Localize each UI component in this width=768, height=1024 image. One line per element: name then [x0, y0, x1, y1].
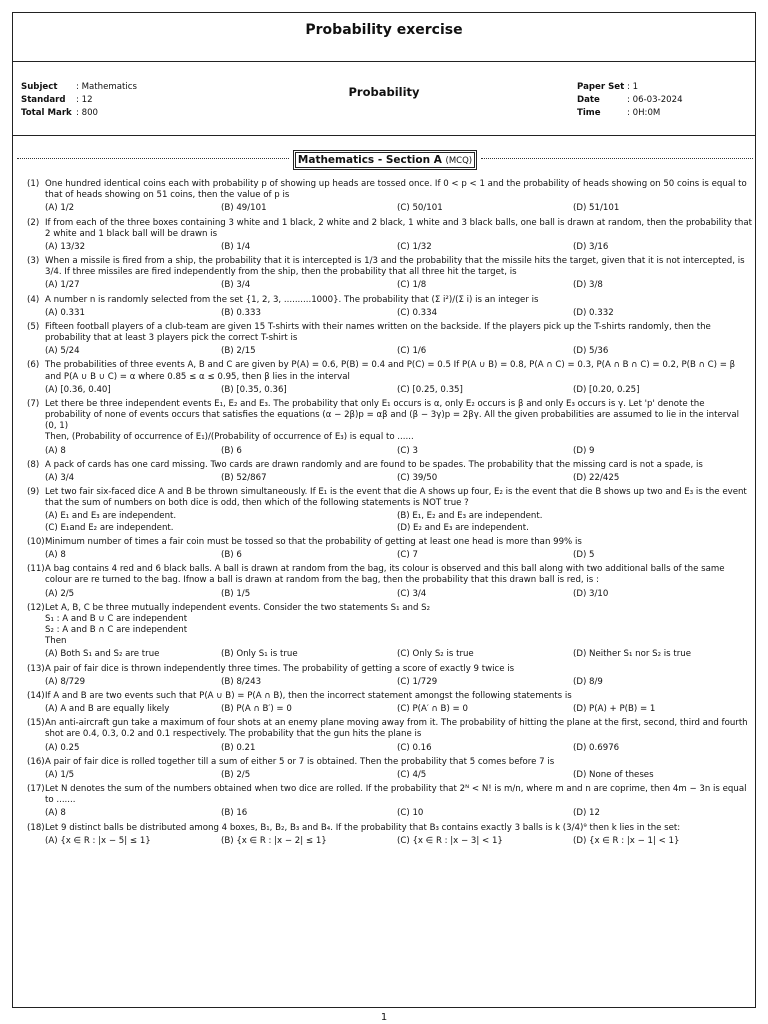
question-number: (1)	[27, 179, 40, 189]
option-list	[45, 589, 753, 600]
option: (D) 0.6976	[573, 742, 620, 753]
question-text: Fifteen football players of a club-team are given 15 T-shirts with their names written on the backside. If the players pick up the T-shirts randomly, then the probability that at least 3 players pick the correct T-shirt is	[45, 321, 711, 344]
option-list	[45, 550, 753, 561]
question-4	[13, 295, 755, 319]
question-15	[13, 718, 755, 754]
option-list	[45, 385, 753, 396]
question-number: (12)	[27, 602, 45, 613]
question-text: A pack of cards has one card missing. Two cards are drawn randomly and are found to be spades. The probability that the missing card is not a spade, is	[45, 459, 703, 470]
option: (D) 5/36	[573, 346, 609, 357]
option: (B) 52/867	[221, 472, 267, 483]
option: (C) 10	[397, 808, 424, 819]
option: (C) 1/8	[397, 280, 427, 291]
option: (C) 1/729	[397, 676, 438, 687]
option: (C) {x ∈ R : |x − 3| < 1}	[397, 835, 503, 846]
option: (B) 16	[221, 808, 248, 819]
option: (C) [0.25, 0.35]	[397, 384, 463, 395]
question-number: (18)	[27, 822, 45, 833]
option-list	[45, 511, 753, 533]
option: (C) E₁and E₂ are independent.	[45, 522, 174, 533]
option: (C) 0.334	[397, 307, 438, 318]
option: (B) 49/101	[221, 203, 267, 214]
option: (B) 2/5	[221, 769, 251, 780]
option-list	[45, 473, 753, 484]
question-extra: Then, (Probability of occurrence of E₁)/(Probability of occurrence of E₃) is equal to ......	[45, 432, 414, 443]
question-18	[13, 823, 755, 847]
question-text: Let N denotes the sum of the numbers obtained when two dice are rolled. If the probability that 2ᴺ < N! is m/n, where m and n are coprime, then 4m − 3n is equal to .......	[45, 784, 747, 806]
question-16	[13, 757, 755, 781]
question-number: (14)	[27, 690, 45, 701]
question-text: Let two fair six-faced dice A and B be thrown simultaneously. If E₁ is the event that die A shows up four, E₂ is the event that die B shows up two and E₃ is the event that the sum of numbers on both dice is odd, then which of the following statements is NOT true ?	[45, 487, 747, 509]
option-list	[45, 446, 753, 457]
option: (A) 3/4	[45, 472, 75, 483]
question-number: (13)	[27, 663, 45, 674]
question-number: (7)	[27, 398, 40, 409]
question-text: A number n is randomly selected from the set {1, 2, 3, ..........1000}. The probability that (Σ i²)/(Σ i) is an integer is	[45, 294, 539, 305]
question-text: A pair of fair dice is rolled together till a sum of either 5 or 7 is obtained. Then the probability that 5 comes before 7 is	[45, 756, 555, 767]
question-number: (10)	[27, 536, 45, 547]
question-number: (17)	[27, 784, 45, 795]
option: (D) 8/9	[573, 676, 603, 687]
subject-title: Probability	[348, 85, 420, 99]
option-list	[45, 808, 753, 819]
option: (A) Both S₁ and S₂ are true	[45, 649, 160, 660]
question-text: When a missile is fired from a ship, the probability that it is intercepted is 1/3 and the probability that the missile hits the target, given that it is not intercepted, is 3/4. If three missiles are fired independently from the ship, then the probability that all three hit the target, is	[45, 256, 745, 278]
option: (D) P(A) + P(B) = 1	[573, 704, 656, 715]
option-list	[45, 280, 753, 291]
option: (C) Only S₂ is true	[397, 649, 474, 660]
option: (A) 8	[45, 549, 66, 560]
question-number: (9)	[27, 487, 40, 498]
question-line: Then	[45, 636, 67, 647]
meta-paper-set: Paper Set : 1	[577, 82, 639, 92]
question-text: An anti-aircraft gun take a maximum of four shots at an enemy plane moving away from it. The probability of hitting the plane at the first, second, third and fourth shot are 0.4, 0.3, 0.2 and 0.1 respectively. The probability that the gun hits the plane is	[45, 718, 748, 740]
option-list	[45, 308, 753, 319]
page-number: 1	[380, 1012, 388, 1023]
question-list	[13, 179, 755, 850]
question-text: Let there be three independent events E₁, E₂ and E₃. The probability that only E₁ occurs is α, only E₂ occurs is β and only E₃ occurs is γ. Let 'p' denote the probability of none of events occurs that satisfies the equations (α − 2β)p = αβ and (β − 3γ)p = 2βγ. All the given probabilities are assumed to lie in the interval (0, 1)	[45, 398, 740, 432]
question-text: A bag contains 4 red and 6 black balls. A ball is drawn at random from the bag, its colour is observed and this ball along with two additional balls of the same colour are re turned to the bag. Ifnow a ball is drawn at random from the bag, then the probability that this drawn ball is red, is :	[45, 564, 725, 586]
question-text: If A and B are two events such that P(A ∪ B) = P(A ∩ B), then the incorrect statement amongst the following statements is	[45, 690, 572, 701]
option: (D) 3/8	[573, 280, 603, 291]
option: (D) 12	[573, 808, 600, 819]
section-header	[13, 150, 755, 168]
option: (B) 2/15	[221, 346, 256, 357]
option: (B) 6	[221, 445, 242, 456]
question-number: (4)	[27, 294, 40, 305]
question-number: (11)	[27, 564, 45, 575]
option: (A) A and B are equally likely	[45, 704, 170, 715]
option: (A) 5/24	[45, 346, 80, 357]
question-10	[13, 537, 755, 561]
option-list	[45, 346, 753, 357]
question-number: (5)	[27, 321, 40, 332]
option: (A) 0.331	[45, 307, 85, 318]
option-list	[45, 770, 753, 781]
option: (A) 13/32	[45, 241, 86, 252]
question-number: (2)	[27, 217, 40, 228]
option: (B) {x ∈ R : |x − 2| ≤ 1}	[221, 835, 327, 846]
option: (A) 1/2	[45, 203, 75, 214]
option: (D) 9	[573, 445, 595, 456]
option-list	[45, 677, 753, 688]
option-list	[45, 704, 753, 715]
meta-subject: Subject : Mathematics	[21, 82, 138, 92]
question-line: S₂ : A and B ∩ C are independent	[45, 625, 188, 636]
question-13	[13, 664, 755, 688]
question-number: (3)	[27, 256, 40, 267]
option: (B) 1/4	[221, 241, 251, 252]
option: (A) 8/729	[45, 676, 86, 687]
question-number: (6)	[27, 360, 40, 371]
question-text: Let 9 distinct balls be distributed among 4 boxes, B₁, B₂, B₃ and B₄. If the probability that B₃ contains exactly 3 balls is k (3/4)⁹ then k lies in the set:	[45, 822, 681, 833]
option: (A) 1/5	[45, 769, 75, 780]
option: (D) 22/425	[573, 472, 620, 483]
option: (C) 3/4	[397, 588, 427, 599]
question-17	[13, 784, 755, 820]
question-text: If from each of the three boxes containing 3 white and 1 black, 2 white and 2 black, 1 white and 3 black balls, one ball is drawn at random, then the probability that 2 white and 1 black ball will be drawn is	[45, 217, 752, 239]
question-text: Minimum number of times a fair coin must be tossed so that the probability of getting at least one head is more than 99% is	[45, 536, 582, 547]
question-6	[13, 360, 755, 396]
option: (D) 5	[573, 549, 595, 560]
option: (C) P(A′ ∩ B) = 0	[397, 704, 468, 715]
question-5	[13, 322, 755, 358]
option: (C) 0.16	[397, 742, 432, 753]
option-list	[45, 743, 753, 754]
question-number: (15)	[27, 718, 45, 729]
option: (C) 1/32	[397, 241, 432, 252]
option: (B) 3/4	[221, 280, 251, 291]
meta-total-mark: Total Mark : 800	[21, 108, 99, 118]
question-1	[13, 179, 755, 215]
dotted-rule-left	[17, 158, 289, 159]
option: (A) [0.36, 0.40]	[45, 384, 111, 395]
option: (A) 8	[45, 445, 66, 456]
option: (B) 1/5	[221, 588, 251, 599]
header-divider-bottom	[13, 135, 755, 136]
option: (A) {x ∈ R : |x − 5| ≤ 1}	[45, 835, 151, 846]
question-8	[13, 460, 755, 484]
option-list	[45, 649, 753, 660]
page-title: Probability exercise	[305, 22, 463, 38]
meta-date: Date : 06-03-2024	[577, 95, 683, 105]
option: (C) 3	[397, 445, 418, 456]
option: (B) [0.35, 0.36]	[221, 384, 287, 395]
option: (D) [0.20, 0.25]	[573, 384, 640, 395]
option-list	[45, 203, 753, 214]
question-12	[13, 603, 755, 661]
option: (A) 0.25	[45, 742, 80, 753]
question-text: One hundred identical coins each with probability p of showing up heads are tossed once. If 0 < p < 1 and the probability of heads showing on 50 coins is equal to that of heads showing on 51 coins, then the value of p is	[45, 179, 747, 201]
option: (D) 3/16	[573, 241, 609, 252]
option: (B) 8/243	[221, 676, 262, 687]
question-2	[13, 218, 755, 254]
option: (C) 1/6	[397, 346, 427, 357]
option-list	[45, 836, 753, 847]
option: (C) 50/101	[397, 203, 443, 214]
option: (B) E₁, E₂ and E₃ are independent.	[397, 511, 543, 522]
option: (D) E₂ and E₃ are independent.	[397, 522, 529, 533]
question-line: S₁ : A and B ∪ C are independent	[45, 613, 188, 624]
dotted-rule-right	[481, 158, 753, 159]
section-title: Mathematics - Section A (MCQ)	[293, 150, 477, 170]
question-14	[13, 691, 755, 715]
option-list	[45, 242, 753, 253]
question-text: The probabilities of three events A, B and C are given by P(A) = 0.6, P(B) = 0.4 and P(C) = 0.5 If P(A ∪ B) = 0.8, P(A ∩ C) = 0.3, P(A ∩ B ∩ C) = 0.2, P(B ∩ C) = β and P(A ∪ B ∪ C) = α where 0.85 ≤ α ≤ 0.95, then β lies in the interval	[45, 360, 736, 382]
option: (C) 7	[397, 549, 418, 560]
header-divider-top	[13, 61, 755, 62]
option: (C) 4/5	[397, 769, 427, 780]
meta-standard: Standard : 12	[21, 95, 93, 105]
option: (D) None of theses	[573, 769, 654, 780]
option: (D) 51/101	[573, 203, 620, 214]
question-text: Let A, B, C be three mutually independent events. Consider the two statements S₁ and S₂	[45, 602, 431, 613]
meta-time: Time : 0H:0M	[577, 108, 661, 118]
meta-right	[577, 81, 683, 120]
option: (D) 3/10	[573, 588, 609, 599]
question-9	[13, 487, 755, 534]
option: (B) 6	[221, 549, 242, 560]
option: (C) 39/50	[397, 472, 438, 483]
option: (A) 2/5	[45, 588, 75, 599]
page-frame	[12, 12, 756, 1008]
question-3	[13, 256, 755, 292]
option: (B) P(A ∩ B′) = 0	[221, 704, 292, 715]
option: (A) E₁ and E₃ are independent.	[45, 511, 177, 522]
question-number: (8)	[27, 459, 40, 470]
question-7	[13, 399, 755, 457]
option: (D) 0.332	[573, 307, 614, 318]
option: (A) 8	[45, 808, 66, 819]
question-11	[13, 564, 755, 600]
option: (D) Neither S₁ nor S₂ is true	[573, 649, 691, 660]
question-number: (16)	[27, 756, 45, 767]
option: (B) 0.333	[221, 307, 261, 318]
option: (D) {x ∈ R : |x − 1| < 1}	[573, 835, 680, 846]
option: (B) 0.21	[221, 742, 256, 753]
option: (B) Only S₁ is true	[221, 649, 298, 660]
question-text: A pair of fair dice is thrown independently three times. The probability of getting a score of exactly 9 twice is	[45, 663, 515, 674]
option: (A) 1/27	[45, 280, 80, 291]
